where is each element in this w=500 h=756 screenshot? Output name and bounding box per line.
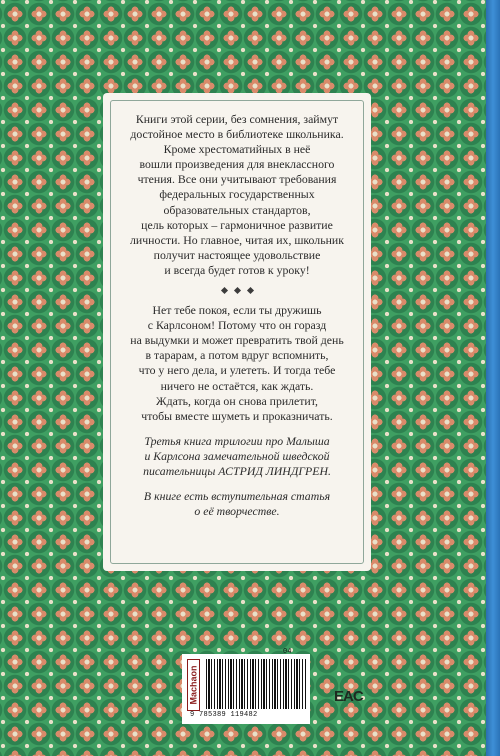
eac-mark: EAC — [334, 688, 363, 705]
barcode-addon: 04 — [283, 648, 292, 656]
text-line: федеральных государственных — [159, 187, 315, 202]
text-line: Книги этой серии, без сомнения, займут — [135, 112, 339, 126]
text-line: и всегда будет готов к уроку! — [164, 262, 310, 277]
text-line: и Карлсона замечательной шведской — [144, 448, 330, 463]
text-line: на выдумки и может превратить твой день — [130, 333, 344, 348]
text-line: цель которых – гармоничное развитие — [141, 217, 333, 232]
text-line: в тарарам, а потом вдруг вспомнить, — [145, 348, 329, 363]
text-line: достойное место в библиотеке школьника. — [130, 127, 344, 142]
diamond-icon — [246, 287, 253, 294]
text-line: личности. Но главное, читая их, школьник — [130, 232, 344, 247]
text-line: Третья книга трилогии про Малыша — [144, 433, 330, 448]
text-line: что у него дела, и улететь. И тогда тебе — [138, 363, 336, 378]
text-line: писательницы АСТРИД ЛИНДГРЕН. — [143, 463, 331, 478]
text-line: чтения. Все они учитывают требования — [137, 172, 337, 187]
publisher-logo — [187, 659, 200, 711]
article-paragraph — [114, 489, 360, 519]
text-line: получит настоящее удовольствие — [153, 247, 321, 262]
intro-paragraph — [114, 112, 360, 278]
barcode-bars — [206, 659, 306, 709]
text-line: Нет тебе покоя, если ты дружишь — [152, 303, 322, 318]
trilogy-paragraph — [114, 434, 360, 479]
isbn-number: 9 785389 119482 — [190, 711, 258, 719]
story-paragraph — [114, 303, 360, 424]
text-line: вошли произведения для внеклассного — [139, 157, 335, 172]
text-line: чтобы вместе шуметь и проказничать. — [141, 408, 333, 423]
publisher-name: Machaon — [188, 665, 199, 705]
text-line: с Карлсоном! Потому что он горазд — [147, 318, 327, 333]
diamond-icon — [220, 287, 227, 294]
diamond-divider — [114, 288, 360, 293]
text-line: ничего не остаётся, как ждать. — [160, 378, 314, 393]
text-line: Кроме хрестоматийных в неё — [163, 142, 311, 157]
text-line: образовательных стандартов, — [163, 202, 311, 217]
spine-edge — [486, 0, 500, 756]
text-line: В книге есть вступительная статья — [143, 489, 331, 504]
diamond-icon — [233, 287, 240, 294]
text-line: о её творчестве. — [194, 504, 280, 519]
panel-content — [114, 112, 360, 519]
text-line: Ждать, когда он снова прилетит, — [156, 393, 318, 408]
